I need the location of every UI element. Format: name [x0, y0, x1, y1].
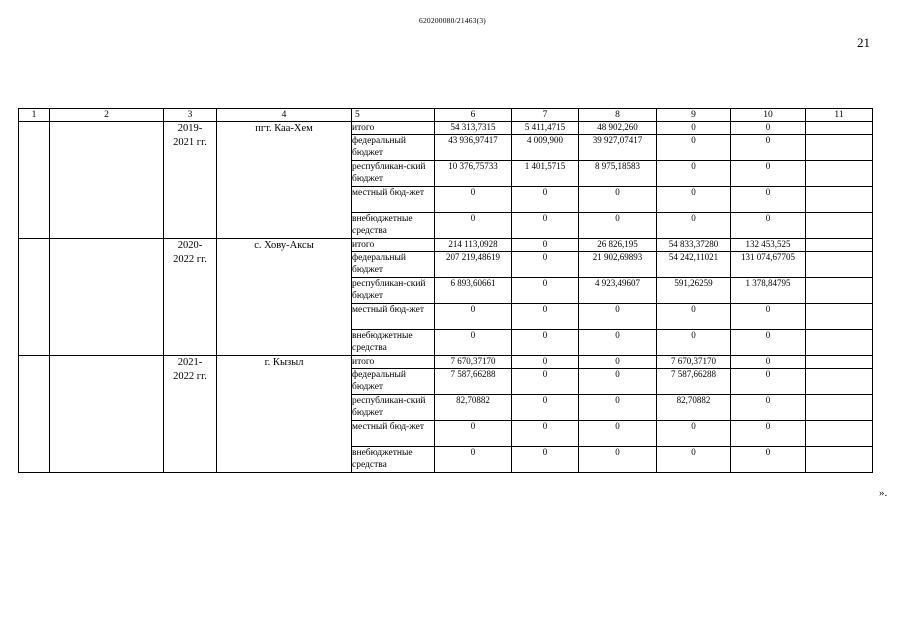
amount-cell: 0	[512, 213, 579, 239]
header-cell: 1	[19, 109, 50, 122]
amount-cell: 0	[657, 447, 731, 473]
header-cell: 7	[512, 109, 579, 122]
page-number: 21	[857, 35, 870, 50]
amount-cell: 214 113,0928	[435, 239, 512, 252]
amount-cell: 0	[657, 122, 731, 135]
locality-cell: пгт. Каа-Хем	[217, 122, 352, 239]
col11-cell	[806, 369, 873, 395]
col2-cell	[50, 356, 164, 473]
period-cell: 2021- 2022 гг.	[164, 356, 217, 473]
col11-cell	[806, 330, 873, 356]
header-cell: 3	[164, 109, 217, 122]
col11-cell	[806, 252, 873, 278]
col2-cell	[50, 122, 164, 239]
header-row	[19, 109, 873, 122]
amount-cell: 591,26259	[657, 278, 731, 304]
amount-cell: 26 826,195	[579, 239, 657, 252]
amount-cell: 7 670,37170	[657, 356, 731, 369]
amount-cell: 0	[512, 304, 579, 330]
amount-cell: 6 893,60661	[435, 278, 512, 304]
col11-cell	[806, 447, 873, 473]
period-cell: 2019- 2021 гг.	[164, 122, 217, 239]
funding-source-cell: местный бюд-жет	[352, 304, 435, 330]
table-row	[19, 239, 873, 252]
amount-cell: 0	[435, 421, 512, 447]
amount-cell: 0	[435, 213, 512, 239]
amount-cell: 0	[657, 187, 731, 213]
amount-cell: 0	[512, 395, 579, 421]
amount-cell: 0	[657, 330, 731, 356]
amount-cell: 7 587,66288	[435, 369, 512, 395]
header-cell: 9	[657, 109, 731, 122]
amount-cell: 0	[512, 369, 579, 395]
col2-cell	[50, 239, 164, 356]
amount-cell: 54 242,11021	[657, 252, 731, 278]
funding-source-cell: федеральный бюджет	[352, 369, 435, 395]
locality-cell: с. Хову-Аксы	[217, 239, 352, 356]
amount-cell: 0	[731, 356, 806, 369]
amount-cell: 0	[512, 447, 579, 473]
amount-cell: 0	[435, 330, 512, 356]
amount-cell: 0	[657, 135, 731, 161]
amount-cell: 0	[657, 421, 731, 447]
amount-cell: 0	[731, 330, 806, 356]
col11-cell	[806, 421, 873, 447]
funding-source-cell: республикан-ский бюджет	[352, 395, 435, 421]
amount-cell: 0	[512, 330, 579, 356]
amount-cell: 0	[579, 187, 657, 213]
amount-cell: 207 219,48619	[435, 252, 512, 278]
header-cell: 4	[217, 109, 352, 122]
col11-cell	[806, 239, 873, 252]
amount-cell: 0	[435, 447, 512, 473]
amount-cell: 0	[512, 239, 579, 252]
amount-cell: 0	[731, 122, 806, 135]
amount-cell: 0	[731, 369, 806, 395]
amount-cell: 0	[435, 304, 512, 330]
amount-cell: 0	[731, 213, 806, 239]
period-cell: 2020- 2022 гг.	[164, 239, 217, 356]
funding-source-cell: местный бюд-жет	[352, 187, 435, 213]
amount-cell: 0	[731, 395, 806, 421]
amount-cell: 0	[579, 213, 657, 239]
funding-source-cell: итого	[352, 239, 435, 252]
amount-cell: 0	[731, 447, 806, 473]
amount-cell: 131 074,67705	[731, 252, 806, 278]
header-cell: 2	[50, 109, 164, 122]
amount-cell: 0	[657, 161, 731, 187]
funding-source-cell: внебюджетные средства	[352, 213, 435, 239]
amount-cell: 0	[512, 252, 579, 278]
amount-cell: 43 936,97417	[435, 135, 512, 161]
funding-source-cell: федеральный бюджет	[352, 135, 435, 161]
amount-cell: 0	[512, 356, 579, 369]
col11-cell	[806, 356, 873, 369]
amount-cell: 0	[731, 304, 806, 330]
document-code: 620200080/21463(3)	[419, 16, 486, 25]
amount-cell: 0	[579, 447, 657, 473]
table-body	[19, 122, 873, 473]
amount-cell: 0	[731, 161, 806, 187]
header-cell: 8	[579, 109, 657, 122]
closing-quote: ».	[879, 487, 888, 499]
amount-cell: 1 401,5715	[512, 161, 579, 187]
amount-cell: 0	[579, 395, 657, 421]
amount-cell: 8 975,18583	[579, 161, 657, 187]
funding-source-cell: федеральный бюджет	[352, 252, 435, 278]
funding-source-cell: итого	[352, 122, 435, 135]
col11-cell	[806, 278, 873, 304]
amount-cell: 0	[731, 421, 806, 447]
amount-cell: 0	[731, 135, 806, 161]
amount-cell: 7 587,66288	[657, 369, 731, 395]
table-row	[19, 356, 873, 369]
amount-cell: 1 378,84795	[731, 278, 806, 304]
funding-source-cell: внебюджетные средства	[352, 330, 435, 356]
header-cell: 11	[806, 109, 873, 122]
amount-cell: 4 923,49607	[579, 278, 657, 304]
header-cell: 6	[435, 109, 512, 122]
amount-cell: 0	[579, 330, 657, 356]
header-cell: 10	[731, 109, 806, 122]
col11-cell	[806, 213, 873, 239]
funding-source-cell: внебюджетные средства	[352, 447, 435, 473]
amount-cell: 10 376,75733	[435, 161, 512, 187]
table-row	[19, 122, 873, 135]
amount-cell: 82,70882	[657, 395, 731, 421]
amount-cell: 4 009,900	[512, 135, 579, 161]
budget-table	[18, 108, 873, 473]
amount-cell: 48 902,260	[579, 122, 657, 135]
amount-cell: 0	[435, 187, 512, 213]
amount-cell: 0	[731, 187, 806, 213]
amount-cell: 54 313,7315	[435, 122, 512, 135]
col11-cell	[806, 122, 873, 135]
col11-cell	[806, 187, 873, 213]
col11-cell	[806, 304, 873, 330]
col11-cell	[806, 161, 873, 187]
locality-cell: г. Кызыл	[217, 356, 352, 473]
amount-cell: 39 927,07417	[579, 135, 657, 161]
amount-cell: 0	[579, 304, 657, 330]
header-cell: 5	[352, 109, 435, 122]
amount-cell: 5 411,4715	[512, 122, 579, 135]
col1-cell	[19, 239, 50, 356]
funding-source-cell: республикан-ский бюджет	[352, 161, 435, 187]
amount-cell: 0	[579, 421, 657, 447]
col1-cell	[19, 122, 50, 239]
amount-cell: 0	[579, 356, 657, 369]
amount-cell: 7 670,37170	[435, 356, 512, 369]
amount-cell: 0	[512, 187, 579, 213]
amount-cell: 0	[512, 278, 579, 304]
amount-cell: 0	[512, 421, 579, 447]
amount-cell: 54 833,37280	[657, 239, 731, 252]
amount-cell: 132 453,525	[731, 239, 806, 252]
col1-cell	[19, 356, 50, 473]
col11-cell	[806, 395, 873, 421]
amount-cell: 82,70882	[435, 395, 512, 421]
amount-cell: 21 902,69893	[579, 252, 657, 278]
col11-cell	[806, 135, 873, 161]
funding-source-cell: республикан-ский бюджет	[352, 278, 435, 304]
funding-source-cell: итого	[352, 356, 435, 369]
amount-cell: 0	[657, 213, 731, 239]
funding-source-cell: местный бюд-жет	[352, 421, 435, 447]
amount-cell: 0	[579, 369, 657, 395]
amount-cell: 0	[657, 304, 731, 330]
